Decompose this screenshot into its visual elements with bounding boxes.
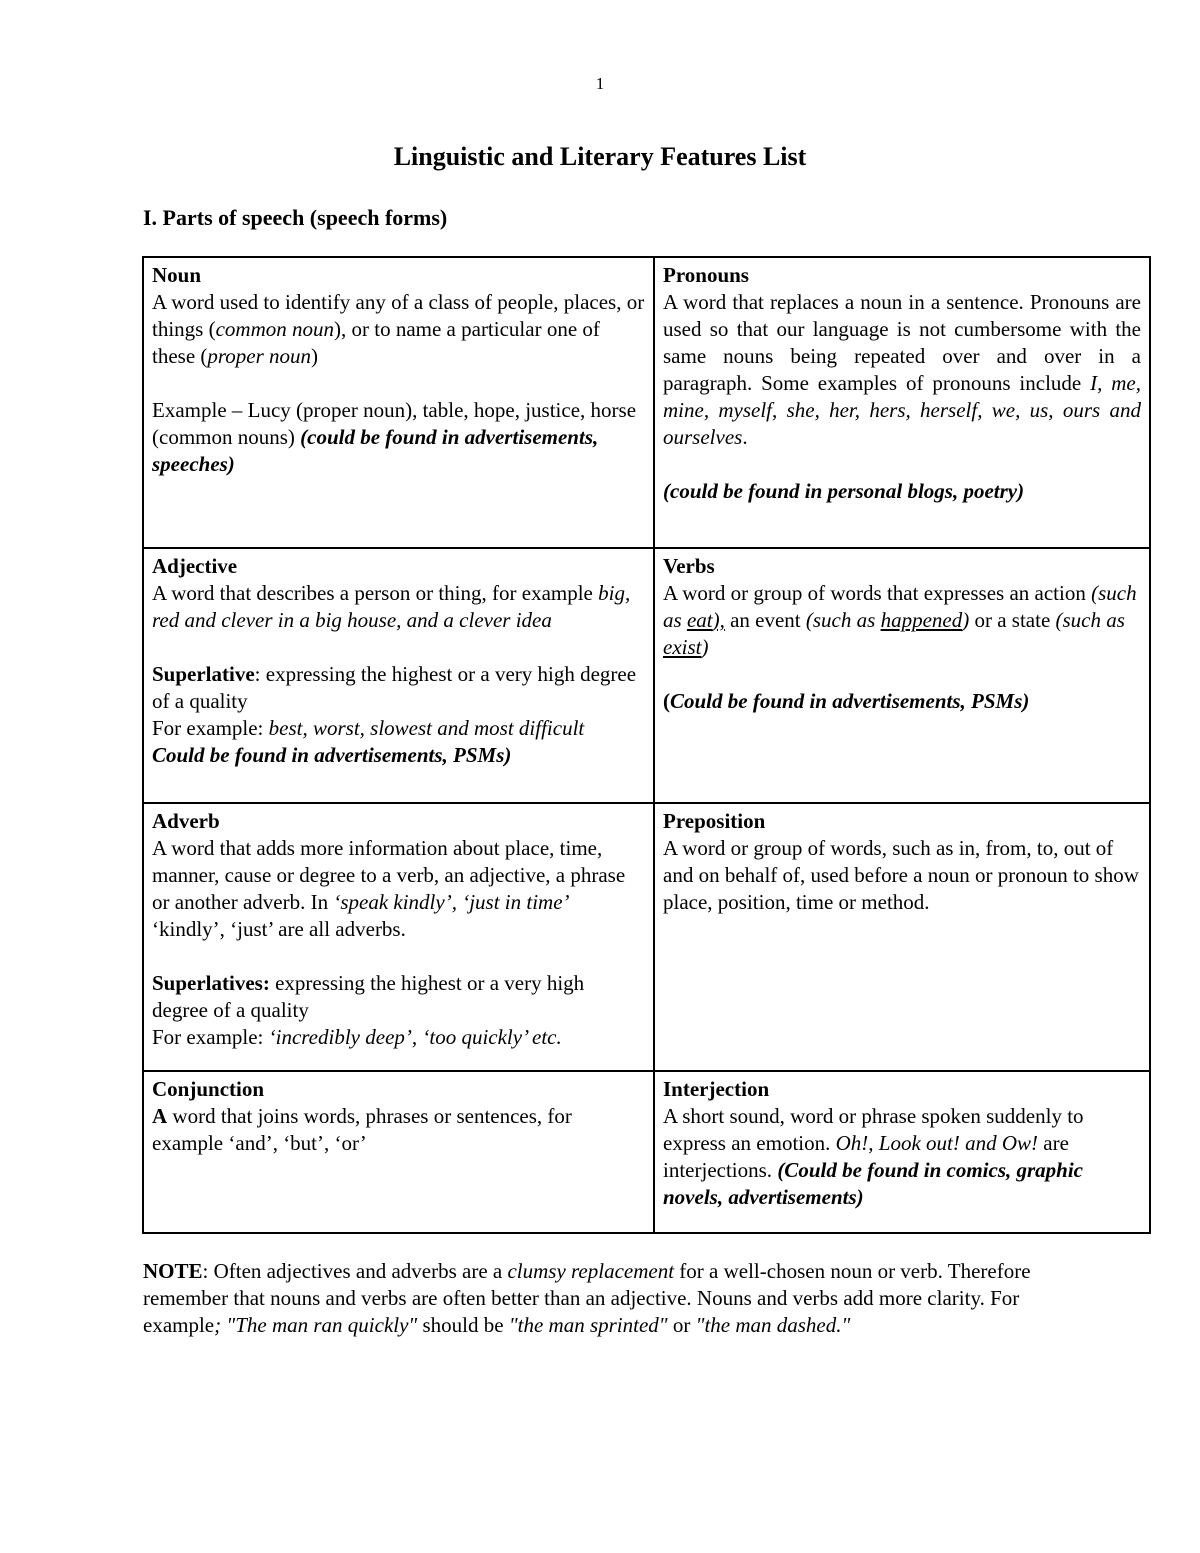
adverb-term: Adverb [152,809,220,833]
verbs-found-in: (Could be found in advertisements, PSMs) [663,689,1030,713]
table-row [143,1071,1150,1233]
pronouns-found-in: (could be found in personal blogs, poetry) [663,479,1025,503]
preposition-term: Preposition [663,809,766,833]
section-heading: I. Parts of speech (speech forms) [143,205,448,230]
noun-example: Example – Lucy (proper noun), table, hope, justice, horse (common nouns) (could be found in advertisements, speeches) [152,398,637,476]
document-title: Linguistic and Literary Features List [393,142,807,171]
conjunction-term: Conjunction [152,1077,265,1101]
pronouns-cell [654,257,1150,548]
noun-cell [143,257,654,548]
adjective-superlative: Superlative: expressing the highest or a very high degree of a quality [152,662,637,713]
adverb-definition: A word that adds more information about place, time, manner, cause or degree to a verb, an adjective, a phrase or another adverb. In ‘speak kindly’, ‘just in time’ ‘kindly’, ‘just’ are all adverbs. [152,836,626,941]
adverb-cell [143,803,654,1071]
note-label: NOTE [143,1259,203,1283]
interjection-definition: A short sound, word or phrase spoken suddenly to express an emotion. Oh!, Look out! and Ow! are interjections. (Could be found in comics, graphic novels, advertisements) [663,1104,1084,1209]
adjective-definition: A word that describes a person or thing, for example big, red and clever in a big house, and a clever idea [152,581,631,632]
noun-definition: A word used to identify any of a class of people, places, or things (common noun), or to name a particular one of these (proper noun) [152,290,645,368]
table-row [143,803,1150,1071]
verbs-term: Verbs [663,554,715,578]
verbs-definition: A word or group of words that expresses an action (such as eat), an event (such as happened) or a state (such as exist) [663,581,1137,659]
adjective-found-in: Could be found in advertisements, PSMs) [152,743,512,767]
conjunction-cell [143,1071,654,1233]
parts-of-speech-table [142,256,1151,1234]
adverb-example: For example: ‘incredibly deep’, ‘too quickly’ etc. [152,1025,562,1049]
adjective-cell [143,548,654,803]
adverb-superlatives: Superlatives: expressing the highest or a very high degree of a quality [152,971,585,1022]
table-row [143,257,1150,548]
adjective-example: For example: best, worst, slowest and most difficult [152,716,585,740]
interjection-found-in: (Could be found in comics, graphic novels, advertisements) [663,1158,1084,1209]
verbs-cell [654,548,1150,803]
conjunction-definition: A word that joins words, phrases or sentences, for example ‘and’, ‘but’, ‘or’ [152,1104,572,1155]
interjection-cell [654,1071,1150,1233]
noun-term: Noun [152,263,202,287]
note-paragraph: NOTE: Often adjectives and adverbs are a clumsy replacement for a well-chosen noun or verb. Therefore remember that nouns and verbs are often better than an adjective. Nouns and verbs add more clarity. For example; "The man ran quickly" should be "the man sprinted" or "the man dashed." [143,1259,1031,1337]
preposition-definition: A word or group of words, such as in, from, to, out of and on behalf of, used before a noun or pronoun to show place, position, time or method. [663,836,1139,914]
table-row [143,548,1150,803]
pronouns-definition: A word that replaces a noun in a sentence. Pronouns are used so that our language is not cumbersome with the same nouns being repeated over and over in a paragraph. Some examples of pronouns include I, me, mine, myself, she, her, hers, herself, we, us, ours and ourselves. [663,290,1141,449]
adjective-term: Adjective [152,554,238,578]
preposition-cell [654,803,1150,1071]
pronouns-term: Pronouns [663,263,749,287]
interjection-term: Interjection [663,1077,770,1101]
page-number: 1 [595,74,605,93]
noun-found-in: (could be found in advertisements, speeches) [152,425,599,476]
